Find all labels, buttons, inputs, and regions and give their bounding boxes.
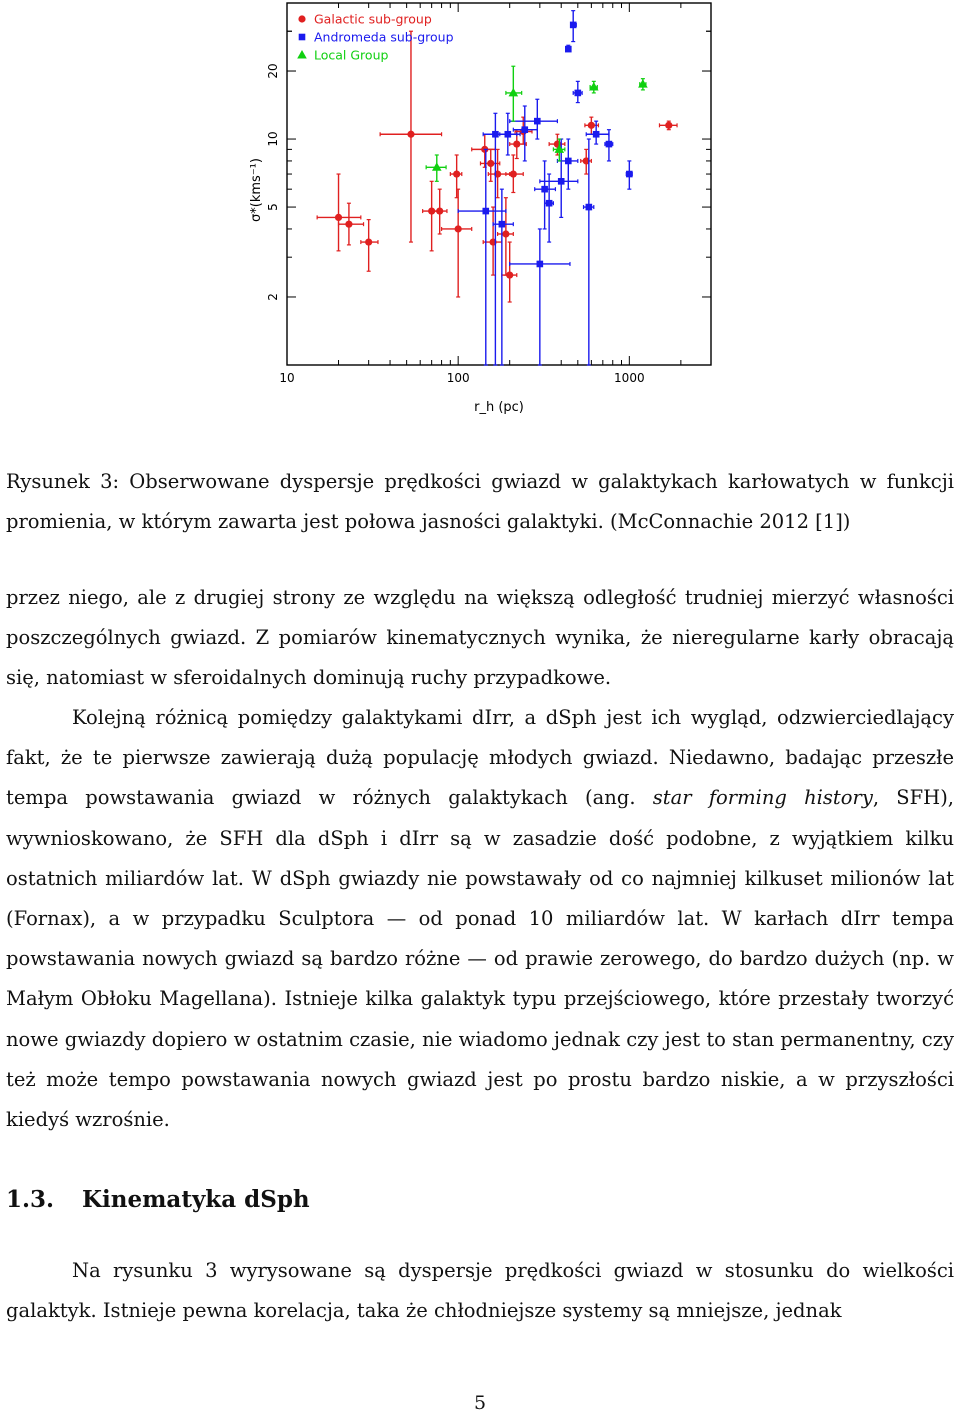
marker-square (537, 261, 544, 268)
x-axis-label: r_h (pc) (474, 400, 524, 415)
marker-square (626, 171, 633, 178)
marker-circle (502, 230, 509, 237)
paragraph-text: , SFH), wywnioskowano, że SFH dla dSph i dIrr są w zasadzie dość podobne, z wyjątkiem kilku ostatnich miliardów lat. W dSph gwiazdy nie powstawały od co najmniej kilkuset milionów lat (Fornax), a w przypadku Sculptora — od ponad 10 miliardów lat. W karłach dIrr tempa powstawania nowych gwiazd są bardzo różne — od prawie zerowego, do bardzo dużych (np. w Małym Obłoku Magellana). Istnieje kilka galaktyk typu przejściowego, które przestały tworzyć nowe gwiazdy dopiero w ostatnim czasie, nie wiadomo jednak czy jest to stan permanentny, czy też może tempo powstawania nowych gwiazd jest po prostu bardzo niskie, a w przyszłości kiedyś wzrośnie. (6, 786, 954, 1132)
data-point (573, 81, 582, 102)
data-point (434, 189, 447, 234)
marker-square (546, 200, 553, 207)
marker-triangle (432, 162, 442, 171)
marker-square (575, 90, 582, 97)
legend-marker-square (299, 34, 306, 41)
x-tick-label: 1000 (614, 371, 645, 385)
paragraph-text: Kolejną różnicą pomiędzy galaktykami dIrr, a dSph jest ich wygląd, odzwierciedlający fakt, że te pierwsze zawierają dużą populację młodych gwiazd. Niedawno, badając przeszłe tempa powstawania gwiazd w różnych galaktykach (ang. (6, 706, 954, 810)
legend-label: Galactic sub-group (314, 11, 432, 27)
marker-square (482, 208, 489, 215)
data-point (581, 149, 592, 174)
y-tick-label: 2 (266, 293, 280, 301)
data-point (589, 81, 599, 93)
data-point (638, 79, 648, 90)
x-tick-label: 100 (446, 371, 470, 385)
marker-circle (487, 160, 494, 167)
marker-circle (345, 221, 352, 228)
marker-square (565, 158, 572, 165)
marker-circle (455, 225, 462, 232)
data-point (483, 113, 517, 365)
data-points (317, 11, 677, 365)
data-point (502, 242, 517, 302)
data-point (426, 155, 446, 181)
data-point (450, 155, 461, 198)
marker-square (505, 131, 512, 138)
marker-circle (665, 122, 672, 129)
data-point (510, 229, 570, 365)
marker-circle (506, 271, 513, 278)
marker-circle (588, 122, 595, 129)
data-point (584, 139, 594, 365)
marker-square (606, 141, 613, 148)
marker-circle (513, 140, 520, 147)
section-number: 1.3. (6, 1186, 55, 1213)
marker-circle (335, 214, 342, 221)
paragraph-dirr-dsph (6, 698, 954, 1140)
y-tick-label: 10 (266, 131, 280, 147)
data-point (423, 181, 438, 251)
marker-square (558, 178, 565, 185)
data-point (442, 189, 472, 297)
marker-square (534, 118, 541, 125)
data-point (339, 203, 364, 245)
paragraph-continuation: przez niego, ale z drugiej strony ze względu na większą odległość trudniej mierzyć własności poszczególnych gwiazd. Z pomiarów kinematycznych wynika, że nieregularne karły obracają się, natomiast w sferoidalnych dominują ruchy przypadkowe. (6, 586, 954, 690)
y-tick-label: 5 (266, 203, 280, 211)
marker-square (586, 204, 593, 211)
marker-circle (436, 207, 443, 214)
legend-label: Andromeda sub-group (314, 29, 454, 45)
data-point (535, 161, 556, 229)
figure-caption: Rysunek 3: Obserwowane dyspersje prędkości gwiazd w galaktykach karłowatych w funkcji promienia, w którym zawarta jest połowa jasności galaktyki. (McConnachie 2012 [1]) (6, 470, 954, 533)
data-point (545, 174, 554, 242)
marker-square (570, 22, 577, 29)
y-tick-label: 20 (266, 63, 280, 79)
marker-square (593, 131, 600, 138)
legend-marker-circle (298, 15, 305, 22)
marker-circle (510, 170, 517, 177)
legend (297, 12, 453, 63)
legend-marker-triangle (297, 50, 307, 59)
marker-square (541, 186, 548, 193)
section-title: Kinematyka dSph (82, 1186, 310, 1213)
data-point (570, 11, 577, 42)
legend-label: Local Group (314, 47, 389, 63)
marker-square (565, 46, 572, 53)
marker-circle (453, 170, 460, 177)
figure-chart (240, 0, 720, 430)
data-point (506, 155, 523, 193)
marker-triangle (509, 88, 519, 97)
paragraph-kinematics: Na rysunku 3 wyrysowane są dyspersje prędkości gwiazd w stosunku do wielkości galaktyk. Istnieje pewna korelacja, taka że chłodniejsze systemy są mniejsze, jednak (6, 1259, 954, 1323)
italic-term: star forming history (652, 786, 873, 810)
page-number: 5 (473, 1392, 487, 1414)
data-point (626, 161, 633, 189)
data-point (659, 121, 677, 130)
data-point (317, 174, 361, 251)
y-axis-label: σ*(kms⁻¹) (249, 158, 264, 222)
marker-circle (365, 238, 372, 245)
data-point (565, 45, 572, 52)
marker-square (521, 126, 528, 133)
marker-circle (407, 131, 414, 138)
scatter-plot (240, 0, 720, 430)
section-heading (6, 1186, 310, 1213)
marker-square (492, 131, 499, 138)
marker-square (499, 221, 506, 228)
x-tick-label: 10 (279, 371, 295, 385)
data-point (458, 149, 506, 365)
data-point (361, 220, 378, 272)
